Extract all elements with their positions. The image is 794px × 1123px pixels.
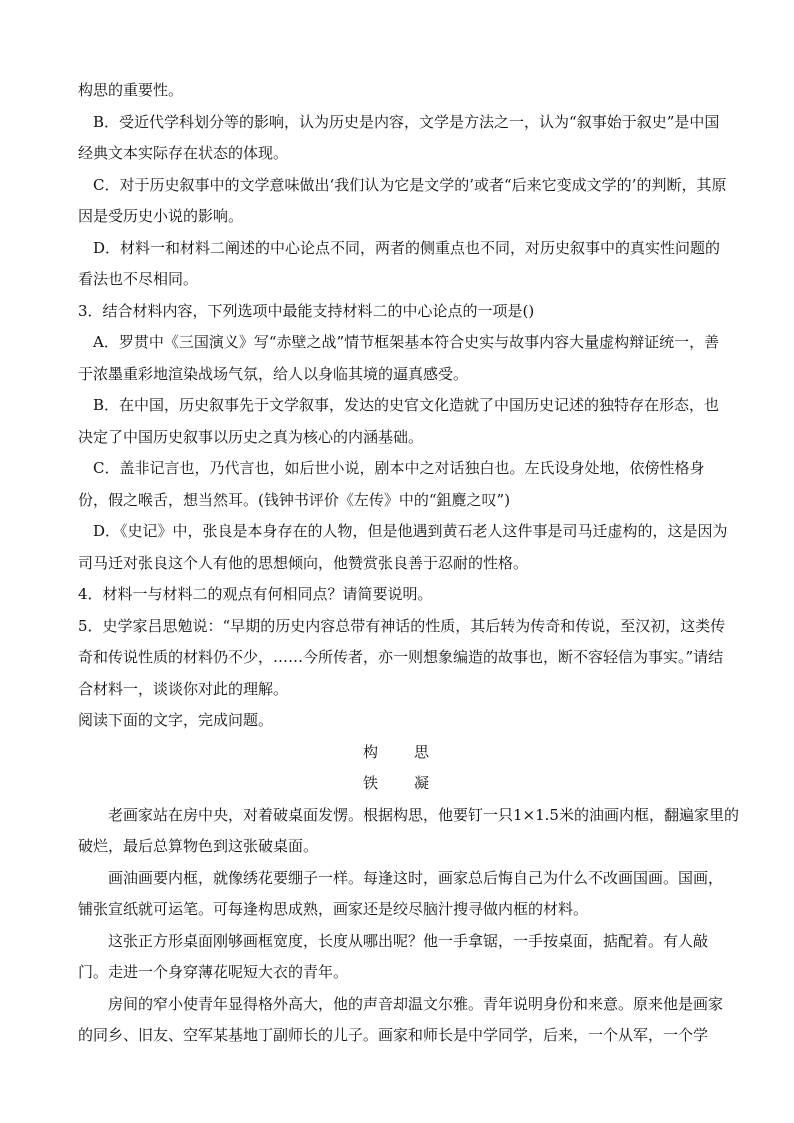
q3-option-b-line-2: 决定了中国历史叙事以历史之真为核心的内涵基础。: [78, 428, 424, 446]
option-c-line-1: C．对于历史叙事中的文学意味做出‘我们认为它是文学的’或者“后来它变成文学的’的判断，其原: [93, 176, 727, 194]
option-b-line-2: 经典文本实际存在状态的体现。: [78, 144, 289, 162]
paragraph-1-line-1: 老画家站在房中央，对着破桌面发愣。根据构思，他要钉一只1×1.5米的油画内框，翻遍家里的: [108, 806, 739, 824]
paragraph-4-line-1: 房间的窄小使青年显得格外高大，他的声音却温文尔雅。青年说明身份和来意。原来他是画家: [108, 995, 724, 1013]
reading-instruction: 阅读下面的文字，完成问题。: [78, 711, 274, 729]
q3-option-c-line-1: C．盖非记言也，乃代言也，如后世小说，剧本中之对话独白也。左氏设身处地，依傍性格身: [93, 459, 705, 477]
question-3: 3．结合材料内容，下列选项中最能支持材料二的中心论点的一项是(): [78, 302, 535, 320]
question-5-line-3: 合材料一，谈谈你对此的理解。: [78, 680, 289, 698]
q3-option-d-line-1: D．《史记》中，张良是本身存在的人物，但是他遇到黄石老人这件事是司马迁虚构的，这是因为: [93, 522, 728, 540]
text-line-1: 构思的重要性。: [78, 81, 184, 99]
paragraph-3-line-2: 门。走进一个身穿薄花呢短大衣的青年。: [78, 963, 349, 981]
q3-option-c-line-2: 份，假之喉舌，想当然耳。(钱钟书评价《左传》中的“鉏麑之叹”): [78, 491, 511, 509]
q3-option-a-line-1: A．罗贯中《三国演义》写“赤壁之战”情节框架基本符合史实与故事内容大量虚构辩证统一，善: [93, 333, 720, 351]
paragraph-4-line-2: 的同乡、旧友、空军某基地丁副师长的儿子。画家和师长是中学同学，后来，一个从军，一个学: [78, 1026, 709, 1044]
paragraph-3-line-1: 这张正方形桌面刚够画框宽度，长度从哪出呢？他一手拿锯，一手按桌面，掂配着。有人敲: [108, 932, 709, 950]
q3-option-a-line-2: 于浓墨重彩地渲染战场气氛，给人以身临其境的逼真感受。: [78, 365, 469, 383]
option-d-line-2: 看法也不尽相同。: [78, 270, 199, 288]
question-4: 4．材料一与材料二的观点有何相同点？请简要说明。: [78, 585, 433, 603]
passage-author: 铁 凝: [362, 774, 431, 792]
passage-title: 构 思: [362, 743, 431, 761]
paragraph-2-line-2: 铺张宣纸就可运笔。可每逢构思成熟，画家还是绞尽脑汁搜寻做内框的材料。: [78, 900, 589, 918]
option-d-line-1: D．材料一和材料二阐述的中心论点不同，两者的侧重点也不同，对历史叙事中的真实性问题的: [93, 239, 721, 257]
option-b-line-1: B．受近代学科划分等的影响，认为历史是内容，文学是方法之一，认为“叙事始于叙史”是中国: [93, 113, 720, 131]
q3-option-d-line-2: 司马迁对张良这个人有他的思想倾向，他赞赏张良善于忍耐的性格。: [78, 554, 529, 572]
paragraph-2-line-1: 画油画要内框，就像绣花要绷子一样。每逢这时，画家总后悔自己为什么不改画国画。国画，: [108, 869, 724, 887]
paragraph-1-line-2: 破烂，最后总算物色到这张破桌面。: [78, 837, 319, 855]
q3-option-b-line-1: B．在中国，历史叙事先于文学叙事，发达的史官文化造就了中国历史记述的独特存在形态，也: [93, 396, 720, 414]
question-5-line-1: 5．史学家吕思勉说：“早期的历史内容总带有神话的性质，其后转为传奇和传说，至汉初，这类传: [78, 617, 726, 635]
option-c-line-2: 因是受历史小说的影响。: [78, 207, 244, 225]
question-5-line-2: 奇和传说性质的材料仍不少，……今所传者，亦一则想象编造的故事也，断不容轻信为事实。”请结: [78, 648, 724, 666]
